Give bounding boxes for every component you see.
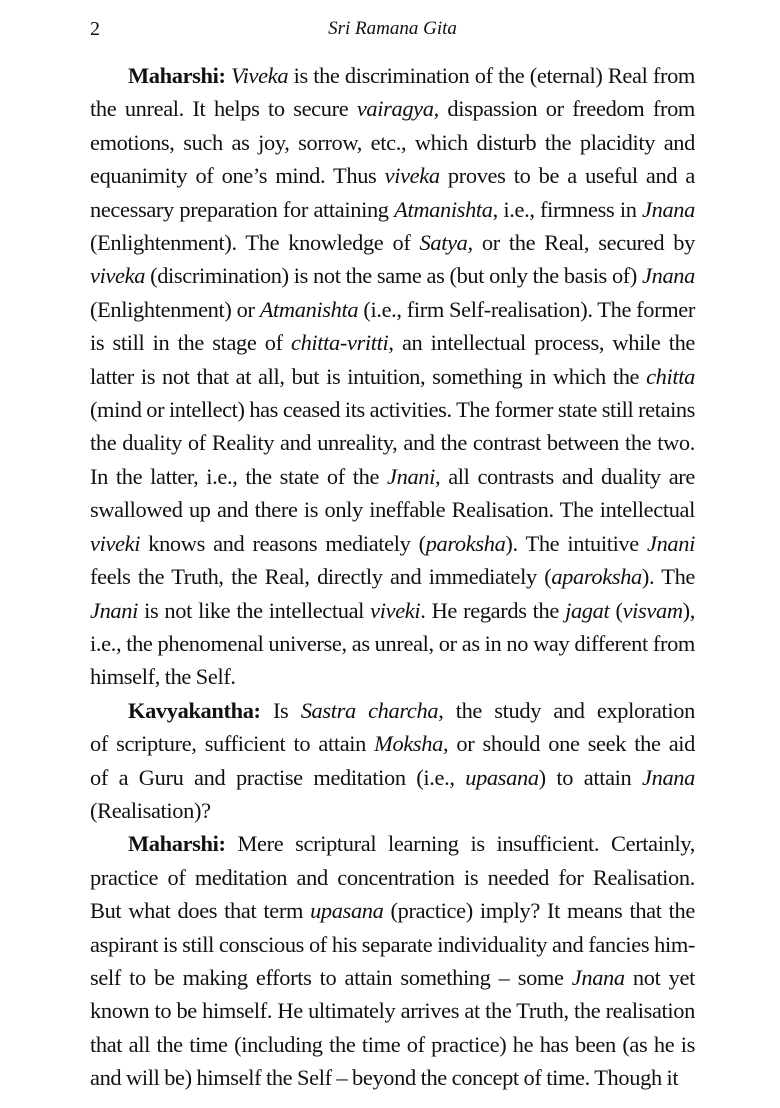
text-segment: latter is not that at all, but is intuition, something in which the: [90, 363, 647, 389]
text-segment: But what does that term: [90, 898, 311, 924]
text-segment: necessary preparation for attaining: [90, 196, 395, 222]
text-line: [90, 694, 695, 727]
text-line: [90, 560, 695, 593]
text-line: [90, 827, 695, 860]
text-segment: feels the Truth, the Real, directly and immediately (: [90, 564, 552, 590]
text-segment: equanimity of one’s mind. Thus: [90, 163, 385, 189]
text-segment: knows and reasons mediately (: [140, 530, 426, 556]
italic-term: Viveka: [231, 63, 289, 88]
text-segment: ). The: [641, 564, 696, 590]
text-segment: (: [609, 597, 623, 623]
text-line: [90, 1061, 695, 1094]
italic-term: Jnana: [642, 196, 695, 222]
italic-term: Jnani: [387, 463, 436, 489]
text-segment: ) to attain: [538, 764, 643, 790]
running-title: Sri Ramana Gita: [328, 18, 457, 39]
text-segment: the unreal. It helps to secure: [90, 96, 357, 122]
italic-term: visvam: [622, 597, 683, 623]
text-line: [90, 1028, 695, 1061]
text-line: [90, 994, 695, 1027]
italic-term: chitta: [646, 363, 695, 389]
text-segment: and will be) himself the Self – beyond the concept of time. Though it: [90, 1065, 679, 1091]
text-segment: is the discrimination of the (eternal) Real from: [288, 63, 696, 88]
italic-term: vairagya: [356, 96, 434, 122]
italic-term: jagat: [565, 597, 610, 623]
speaker-name: Maharshi:: [128, 831, 226, 857]
page-number: 2: [90, 18, 100, 40]
text-line: [90, 493, 695, 526]
text-line: [90, 928, 695, 961]
text-segment: , the study and exploration: [438, 697, 695, 723]
text-segment: . He regards the: [420, 597, 566, 623]
text-line: [90, 326, 695, 359]
text-line: [90, 961, 695, 994]
text-segment: i.e., the phenomenal universe, as unreal, or as in no way different from: [90, 630, 695, 656]
text-line: [90, 393, 695, 426]
italic-term: Satya,: [419, 230, 473, 256]
text-segment: proves to be a useful and a: [439, 163, 695, 189]
italic-term: Jnani: [647, 530, 695, 556]
text-segment: known to be himself. He ultimately arrives at the Truth, the realisation: [90, 998, 695, 1024]
text-segment: practice of meditation and concentration is needed for Realisation.: [90, 864, 695, 890]
italic-term: Jnana: [642, 764, 695, 790]
text-segment: (Enlightenment). The knowledge of: [90, 230, 420, 256]
text-segment: aspirant is still conscious of his separate individuality and fancies him-: [90, 931, 695, 957]
text-line: [90, 894, 695, 927]
italic-term: viveki: [370, 597, 421, 623]
text-line: [90, 627, 695, 660]
text-segment: himself, the Self.: [90, 664, 236, 690]
body-text: [90, 59, 695, 1095]
text-segment: of scripture, sufficient to attain: [90, 731, 375, 757]
text-segment: , or should one seek the aid: [442, 731, 695, 757]
text-line: [90, 761, 695, 794]
italic-term: chitta-vritti: [290, 330, 389, 356]
text-line: [90, 92, 695, 125]
text-segment: the duality of Reality and unreality, and the contrast between the two.: [90, 430, 695, 456]
text-segment: , an intellectual process, while the: [388, 330, 696, 356]
italic-term: upasana: [310, 898, 384, 924]
italic-term: viveka: [384, 163, 440, 189]
text-segment: is still in the stage of: [90, 330, 291, 356]
text-line: [90, 259, 695, 292]
text-segment: of a Guru and practise meditation (i.e.,: [90, 764, 466, 790]
italic-term: viveki: [90, 530, 141, 556]
text-line: [90, 727, 695, 760]
italic-term: viveka: [90, 263, 146, 289]
text-segment: (discrimination) is not the same as (but only the basis of): [145, 263, 643, 289]
text-segment: (practice) imply? It means that the: [383, 898, 695, 924]
text-segment: emotions, such as joy, sorrow, etc., which disturb the placidity and: [90, 129, 695, 155]
text-segment: or the Real, secured by: [472, 230, 695, 256]
text-line: [90, 861, 695, 894]
page-header: [90, 18, 695, 44]
italic-term: Sastra charcha: [300, 697, 439, 723]
text-segment: In the latter, i.e., the state of the: [90, 463, 388, 489]
text-segment: , all contrasts and duality are: [435, 463, 695, 489]
italic-term: Jnana: [571, 964, 625, 990]
text-segment: (Enlightenment) or: [90, 296, 260, 322]
italic-term: Jnana: [642, 263, 695, 289]
text-line: [90, 360, 695, 393]
text-line: [90, 126, 695, 159]
text-segment: not yet: [624, 964, 695, 990]
italic-term: Moksha: [374, 731, 443, 757]
text-segment: (i.e., firm Self-realisation). The former: [358, 296, 695, 322]
text-line: [90, 226, 695, 259]
maharshi-paragraph-1: [90, 59, 695, 694]
text-line: [90, 460, 695, 493]
text-segment: that all the time (including the time of practice) he has been (as he is: [90, 1031, 695, 1057]
text-segment: ). The intuitive: [505, 530, 647, 556]
text-segment: , dispassion or freedom from: [433, 96, 695, 122]
text-segment: Mere scriptural learning is insufficient. Certainly,: [225, 831, 695, 857]
text-segment: swallowed up and there is only ineffable Realisation. The intellectual: [90, 497, 695, 523]
italic-term: upasana: [465, 764, 539, 790]
text-line: [90, 527, 695, 560]
text-segment: self to be making efforts to attain something – some: [90, 964, 572, 990]
speaker-name: Maharshi:: [128, 63, 226, 88]
italic-term: paroksha: [425, 530, 506, 556]
text-segment: (mind or intellect) has ceased its activities. The former state still retains: [90, 397, 695, 423]
italic-term: Atmanishta: [394, 196, 493, 222]
text-segment: ),: [682, 597, 696, 623]
italic-term: aparoksha: [551, 564, 642, 590]
text-line: [90, 193, 695, 226]
text-segment: , i.e., firmness in: [492, 196, 643, 222]
text-line: [90, 159, 695, 192]
text-segment: Is: [260, 697, 301, 723]
text-line: [90, 794, 695, 827]
text-line: [90, 426, 695, 459]
italic-term: Atmanishta: [259, 296, 359, 322]
text-line: [90, 660, 695, 693]
text-segment: (Realisation)?: [90, 797, 211, 823]
text-segment: is not like the intellectual: [138, 597, 371, 623]
speaker-name: Kavyakantha:: [128, 697, 261, 723]
text-line: [90, 293, 695, 326]
italic-term: Jnani: [90, 597, 138, 623]
text-line: [90, 594, 695, 627]
maharshi-paragraph-2: [90, 827, 695, 1094]
text-line: [90, 59, 695, 92]
kavyakantha-paragraph: [90, 694, 695, 828]
